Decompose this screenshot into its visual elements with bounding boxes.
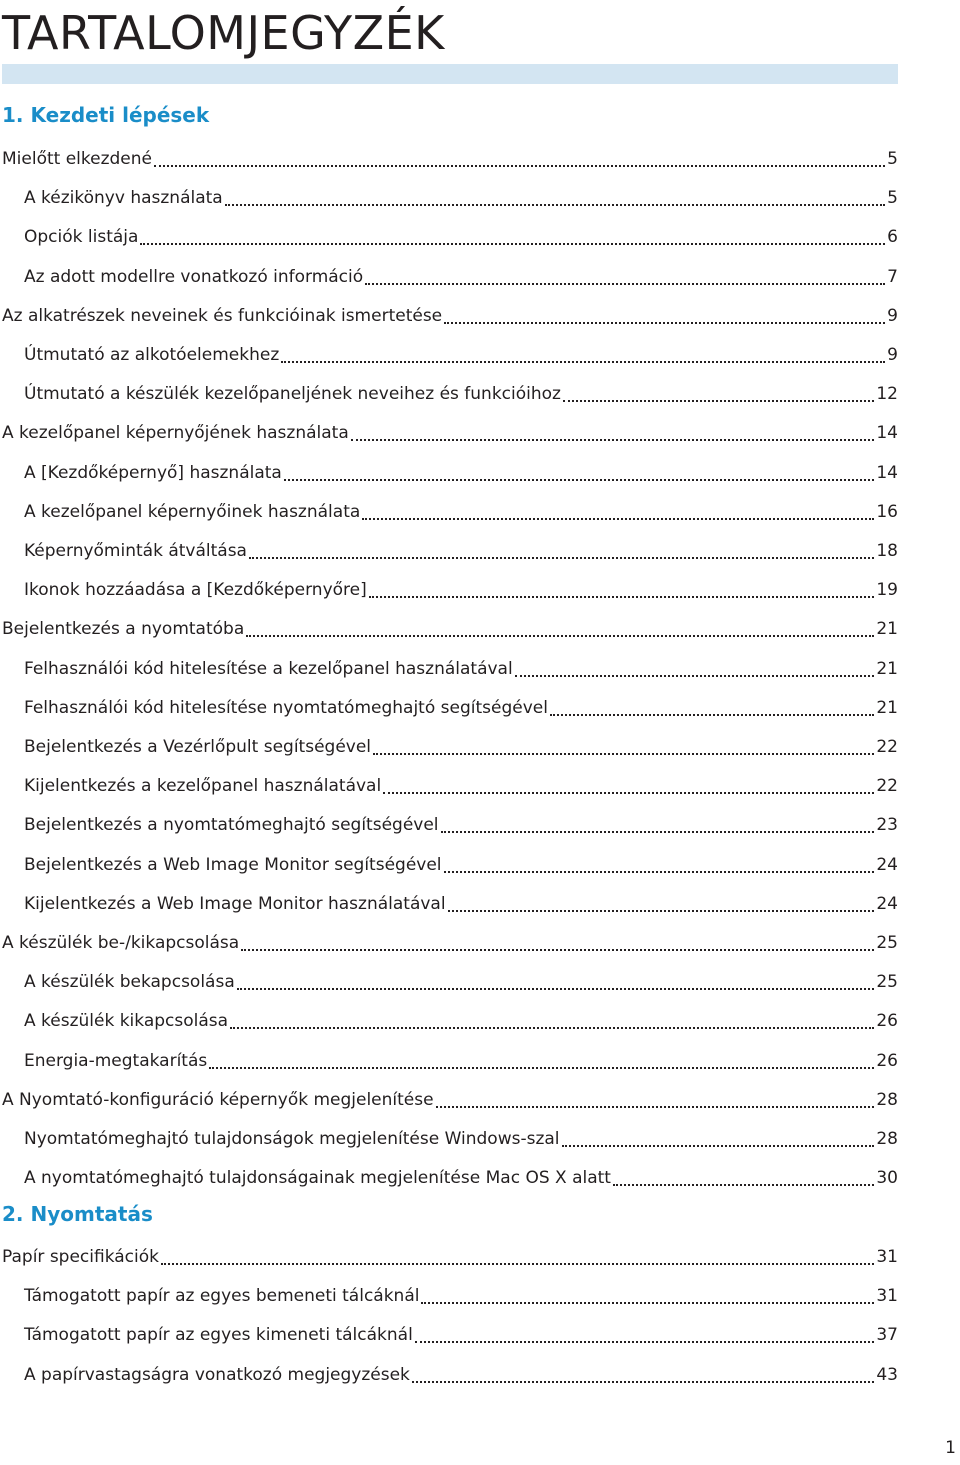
- toc-entry-title: Útmutató a készülék kezelőpaneljének neveihez és funkcióihoz: [24, 384, 561, 404]
- toc-dot-leader: [365, 283, 885, 285]
- toc-entry[interactable]: [24, 1163, 898, 1193]
- toc-dot-leader: [448, 910, 875, 912]
- toc-dot-leader: [515, 675, 875, 677]
- toc-entry-title: Bejelentkezés a Vezérlőpult segítségével: [24, 737, 372, 757]
- toc-entry[interactable]: [24, 810, 898, 840]
- toc-entry-page: 31: [876, 1286, 898, 1306]
- toc-entry-title: A kezelőpanel képernyőinek használata: [24, 502, 361, 522]
- toc-entry-page: 22: [876, 776, 898, 796]
- toc-entry[interactable]: [24, 1124, 898, 1154]
- toc-entry-title: Felhasználói kód hitelesítése a kezelőpanel használatával: [24, 659, 513, 679]
- toc-dot-leader: [362, 518, 874, 520]
- toc-dot-leader: [249, 557, 874, 559]
- toc-entry[interactable]: [24, 1360, 898, 1390]
- toc-dot-leader: [230, 1027, 874, 1029]
- toc-entry-title: Bejelentkezés a Web Image Monitor segítségével: [24, 855, 442, 875]
- toc-dot-leader: [225, 204, 885, 206]
- toc-dot-leader: [444, 322, 885, 324]
- toc-dot-leader: [415, 1341, 875, 1343]
- toc-entry-page: 37: [876, 1325, 898, 1345]
- toc-entry[interactable]: [24, 497, 898, 527]
- toc-dot-leader: [246, 635, 874, 637]
- toc-entry-title: Bejelentkezés a nyomtatóba: [2, 619, 245, 639]
- toc-entry-title: A Nyomtató-konfiguráció képernyők megjelenítése: [2, 1090, 434, 1110]
- toc-entry[interactable]: [24, 262, 898, 292]
- toc-dot-leader: [369, 596, 875, 598]
- toc-dot-leader: [436, 1106, 875, 1108]
- toc-entry-title: A készülék bekapcsolása: [24, 972, 235, 992]
- toc-dot-leader: [562, 1145, 875, 1147]
- toc-entry-page: 12: [876, 384, 898, 404]
- page-number: 1: [945, 1438, 956, 1458]
- toc-entry-page: 23: [876, 815, 898, 835]
- toc-entry[interactable]: [24, 889, 898, 919]
- toc-entry-title: Útmutató az alkotóelemekhez: [24, 345, 280, 365]
- toc-entry-title: Kijelentkezés a kezelőpanel használatával: [24, 776, 382, 796]
- toc-entry[interactable]: [24, 183, 898, 213]
- toc-entry[interactable]: [2, 614, 898, 644]
- toc-entry[interactable]: [24, 222, 898, 252]
- toc-dot-leader: [383, 792, 874, 794]
- toc-entry[interactable]: [2, 144, 898, 174]
- toc-entry-title: Felhasználói kód hitelesítése nyomtatómeghajtó segítségével: [24, 698, 548, 718]
- toc-entry-title: A készülék kikapcsolása: [24, 1011, 229, 1031]
- toc-entry-title: Energia-megtakarítás: [24, 1051, 208, 1071]
- toc-entry[interactable]: [24, 1046, 898, 1076]
- toc-entry[interactable]: [24, 654, 898, 684]
- toc-entry-page: 43: [876, 1365, 898, 1385]
- toc-entry-page: 21: [876, 619, 898, 639]
- toc-entry-page: 25: [876, 933, 898, 953]
- toc-entry[interactable]: [24, 379, 898, 409]
- toc-entry-page: 26: [876, 1011, 898, 1031]
- toc-entry[interactable]: [2, 1085, 898, 1115]
- toc-dot-leader: [373, 753, 874, 755]
- toc-entry-title: Ikonok hozzáadása a [Kezdőképernyőre]: [24, 580, 367, 600]
- toc-entry-title: Papír specifikációk: [2, 1247, 159, 1267]
- toc-entry-page: 14: [876, 463, 898, 483]
- section-heading: 2. Nyomtatás: [2, 1202, 153, 1226]
- toc-entry-page: 16: [876, 502, 898, 522]
- toc-entry-title: A kezelőpanel képernyőjének használata: [2, 423, 349, 443]
- toc-entry-page: 5: [887, 188, 898, 208]
- toc-entry-page: 31: [876, 1247, 898, 1267]
- toc-entry-page: 5: [887, 149, 898, 169]
- toc-dot-leader: [284, 479, 875, 481]
- toc-entry-title: A kézikönyv használata: [24, 188, 223, 208]
- toc-dot-leader: [154, 165, 885, 167]
- toc-entry-page: 24: [876, 855, 898, 875]
- toc-entry-title: Opciók listája: [24, 227, 139, 247]
- section-heading: 1. Kezdeti lépések: [2, 103, 210, 127]
- toc-entry-page: 28: [876, 1090, 898, 1110]
- toc-entry[interactable]: [24, 536, 898, 566]
- toc-dot-leader: [563, 400, 874, 402]
- page-title: TARTALOMJEGYZÉK: [2, 6, 445, 60]
- toc-entry-page: 28: [876, 1129, 898, 1149]
- toc-entry[interactable]: [2, 418, 898, 448]
- toc-entry-page: 26: [876, 1051, 898, 1071]
- toc-entry-title: Bejelentkezés a nyomtatómeghajtó segítségével: [24, 815, 439, 835]
- toc-entry-page: 21: [876, 659, 898, 679]
- toc-dot-leader: [351, 439, 875, 441]
- toc-entry-title: Támogatott papír az egyes bemeneti tálcáknál: [24, 1286, 420, 1306]
- toc-entry[interactable]: [2, 301, 898, 331]
- toc-entry[interactable]: [24, 340, 898, 370]
- toc-entry-title: A [Kezdőképernyő] használata: [24, 463, 282, 483]
- title-underline-bar: [2, 64, 898, 84]
- toc-dot-leader: [421, 1302, 874, 1304]
- toc-entry-title: A papírvastagságra vonatkozó megjegyzések: [24, 1365, 410, 1385]
- toc-entry-page: 25: [876, 972, 898, 992]
- toc-entry[interactable]: [2, 1242, 898, 1272]
- toc-entry-page: 24: [876, 894, 898, 914]
- toc-entry-page: 19: [876, 580, 898, 600]
- toc-dot-leader: [412, 1381, 874, 1383]
- toc-entry[interactable]: [24, 1281, 898, 1311]
- toc-entry-title: Az alkatrészek neveinek és funkcióinak ismertetése: [2, 306, 443, 326]
- toc-dot-leader: [237, 988, 875, 990]
- toc-entry-title: A készülék be-/kikapcsolása: [2, 933, 240, 953]
- toc-entry-page: 21: [876, 698, 898, 718]
- toc-entry[interactable]: [24, 850, 898, 880]
- toc-dot-leader: [140, 243, 885, 245]
- toc-entry-page: 7: [887, 267, 898, 287]
- toc-entry-page: 22: [876, 737, 898, 757]
- toc-entry-page: 9: [887, 345, 898, 365]
- toc-dot-leader: [441, 831, 875, 833]
- toc-entry[interactable]: [24, 1320, 898, 1350]
- toc-entry-title: A nyomtatómeghajtó tulajdonságainak megjelenítése Mac OS X alatt: [24, 1168, 611, 1188]
- toc-entry-title: Kijelentkezés a Web Image Monitor használatával: [24, 894, 446, 914]
- toc-entry-title: Mielőtt elkezdené: [2, 149, 152, 169]
- toc-dot-leader: [241, 949, 874, 951]
- toc-entry[interactable]: [24, 732, 898, 762]
- toc-entry-title: Az adott modellre vonatkozó információ: [24, 267, 364, 287]
- toc-entry-title: Támogatott papír az egyes kimeneti tálcáknál: [24, 1325, 413, 1345]
- toc-entry-page: 30: [876, 1168, 898, 1188]
- toc-entry-page: 14: [876, 423, 898, 443]
- toc-entry[interactable]: [24, 967, 898, 997]
- toc-entry-title: Képernyőminták átváltása: [24, 541, 247, 561]
- toc-entry[interactable]: [24, 458, 898, 488]
- toc-dot-leader: [550, 714, 874, 716]
- toc-entry-page: 18: [876, 541, 898, 561]
- toc-dot-leader: [444, 871, 875, 873]
- toc-entry[interactable]: [24, 693, 898, 723]
- toc-dot-leader: [281, 361, 885, 363]
- toc-entry[interactable]: [24, 575, 898, 605]
- toc-dot-leader: [209, 1067, 874, 1069]
- toc-entry-page: 6: [887, 227, 898, 247]
- toc-entry-title: Nyomtatómeghajtó tulajdonságok megjelenítése Windows-szal: [24, 1129, 560, 1149]
- toc-entry[interactable]: [24, 1006, 898, 1036]
- toc-entry-page: 9: [887, 306, 898, 326]
- toc-entry[interactable]: [2, 928, 898, 958]
- toc-entry[interactable]: [24, 771, 898, 801]
- toc-dot-leader: [613, 1184, 874, 1186]
- toc-dot-leader: [161, 1263, 874, 1265]
